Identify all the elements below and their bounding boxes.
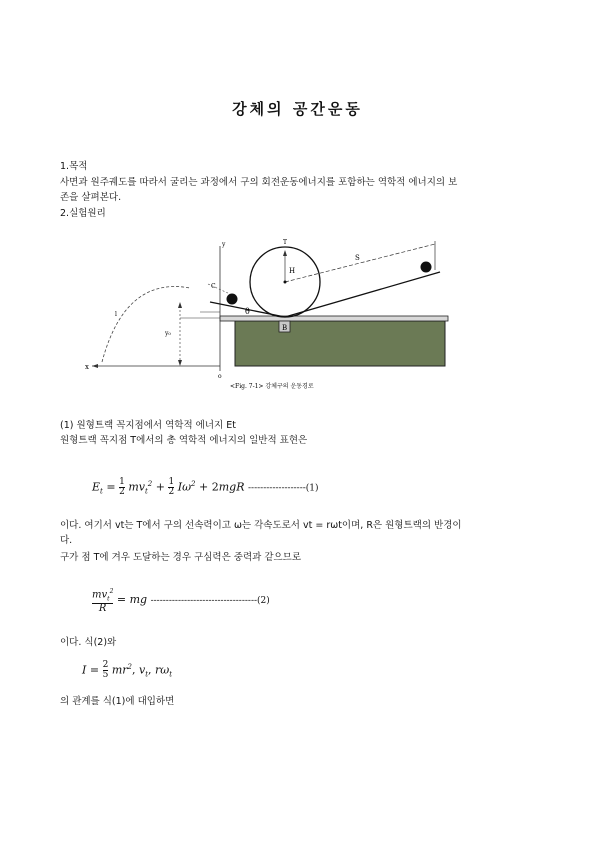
label-x: x xyxy=(85,363,89,371)
trajectory-curve xyxy=(102,287,190,362)
eq2-number: -----------------------------------(2) xyxy=(150,596,270,607)
page-title: 강체의 공간운동 xyxy=(232,100,363,118)
label-theta: θ xyxy=(245,307,250,316)
equation-1: $E_t$ = $\frac{1}{2}$ $mv_t^2$ + $\frac{1}{2}$ $I\omega^2 + 2mgR$ -------------------(1) xyxy=(92,477,319,497)
label-c: C xyxy=(211,283,216,290)
eq1-number: -------------------(1) xyxy=(248,483,319,494)
label-o: o xyxy=(218,373,222,380)
label-l: l xyxy=(115,311,117,318)
paragraph-6: 의 관계를 식(1)에 대입하면 xyxy=(60,696,175,707)
equation-3: I = $\frac{2}{5}$ $mr^2$, $v_t$, $r\omega_t$ xyxy=(82,660,173,680)
table-top xyxy=(220,316,448,321)
label-y0: y₀ xyxy=(165,330,171,337)
purpose-text-line-1: 사면과 원주궤도를 따라서 굴리는 과정에서 구의 회전운동에너지를 포함하는 역학적 에너지의 보 xyxy=(60,177,458,188)
ball-right xyxy=(421,262,432,273)
paragraph-3: 이다. 여기서 vt는 T에서 구의 선속력이고 ω는 각속도로서 vt = rωt이며, R은 원형트랙의 반경이 xyxy=(60,520,462,531)
eq1-sub: t xyxy=(100,487,103,496)
paragraph-4: 구가 점 T에 겨우 도달하는 경우 구심력은 중력과 같으므로 xyxy=(60,552,302,563)
equation-2: $\frac{mv_t^2}{R}$ = mg -----------------------------------(2) xyxy=(92,588,270,615)
figure-caption: <Fig. 7-1> 강체구의 운동경로 xyxy=(230,383,314,390)
eq1-lhs: E xyxy=(92,480,101,494)
label-y: y xyxy=(222,241,226,248)
label-s: S xyxy=(355,254,360,262)
label-h: H xyxy=(289,267,296,275)
label-t: T xyxy=(283,239,288,246)
table-block xyxy=(235,321,445,366)
incline-right xyxy=(285,272,440,317)
experiment-figure xyxy=(80,236,460,396)
ball-left xyxy=(227,294,238,305)
purpose-text-line-2: 존을 살펴본다. xyxy=(60,192,122,203)
paragraph-3b: 다. xyxy=(60,535,73,546)
section-heading-principle: 2.실험원리 xyxy=(60,208,106,219)
paragraph-5: 이다. 식(2)와 xyxy=(60,637,117,648)
paragraph-2: 원형트랙 꼭지점 T에서의 총 역학적 에너지의 일반적 표현은 xyxy=(60,435,308,446)
section-heading-purpose: 1.목적 xyxy=(60,161,88,172)
s-arrow xyxy=(285,244,435,282)
label-b: B xyxy=(282,324,288,332)
paragraph-1: (1) 원형트랙 꼭지점에서 역학적 에너지 Et xyxy=(60,420,236,431)
